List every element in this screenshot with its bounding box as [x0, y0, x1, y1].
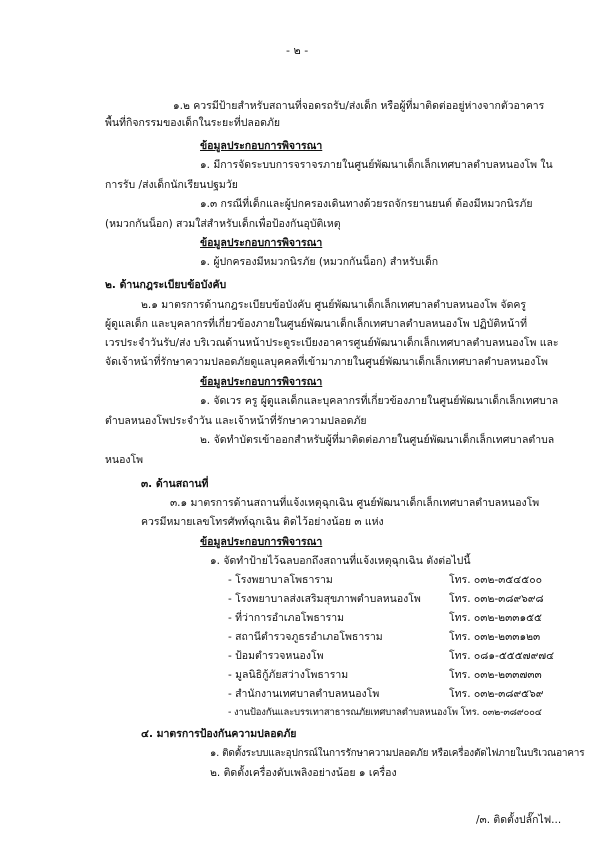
contact-name: - โรงพยาบาลส่งเสริมสุขภาพตำบลหนองโพ [228, 593, 421, 605]
section-3-heading: ๓. ด้านสถานที่ [141, 478, 209, 490]
contact-phone: โทร. ๐๓๒-๒๓๓๑๕๕ [449, 612, 543, 624]
contact-last: - งานป้องกันและบรรเทาสาธารณภัยเทศบาลตำบลหนองโพ โทร. ๐๓๒-๓๘๙๐๐๔ [228, 707, 542, 718]
section-2-item-2-line-2: หนองโพ [105, 454, 144, 466]
section-2-line-3: เวรประจำวันรับ/ส่ง บริเวณด้านหน้าประตูระเบียงอาคารศูนย์พัฒนาเด็กเล็กเทศบาลตำบลหนองโพ และ [105, 337, 559, 349]
section-1-2-line-2: พื้นที่กิจกรรมของเด็กในระยะที่ปลอดภัย [105, 117, 281, 129]
contact-name: - มูลนิธิกู้ภัยสว่างโพธาราม [228, 669, 349, 681]
contact-name: - โรงพยาบาลโพธาราม [228, 574, 333, 586]
section-1-2-line-1: ๑.๒ ควรมีป้ายสำหรับสถานที่จอดรถรับ/ส่งเด็ก หรือผู้ที่มาติดต่ออยู่ห่างจากตัวอาคาร [173, 100, 545, 112]
section-1-2-item-1-line-1: ๑. มีการจัดระบบการจราจรภายในศูนย์พัฒนาเด็กเล็กเทศบาลตำบลหนองโพ ใน [200, 159, 553, 171]
consider-heading-1-3: ข้อมูลประกอบการพิจารณา [200, 237, 323, 249]
section-1-3-line-1: ๑.๓ กรณีที่เด็กและผู้ปกครองเดินทางด้วยรถจักรยานยนต์ ต้องมีหมวกนิรภัย [200, 198, 533, 210]
section-2-item-1-line-1: ๑. จัดเวร ครู ผู้ดูแลเด็กและบุคลากรที่เกี่ยวข้องภายในศูนย์พัฒนาเด็กเล็กเทศบาล [200, 395, 559, 407]
section-1-2-item-1-line-2: การรับ /ส่งเด็กนักเรียนปฐมวัย [105, 179, 238, 191]
contact-phone: โทร. ๐๓๒-๓๕๔๕๐๐ [449, 574, 543, 586]
section-4-item-1: ๑. ติดตั้งระบบและอุปกรณ์ในการรักษาความปลอดภัย หรือเครื่องตัดไฟภายในบริเวณอาคาร [210, 748, 585, 759]
page-number: - ๒ - [286, 44, 309, 57]
section-3-line-2: ควรมีหมายเลขโทรศัพท์ฉุกเฉิน ติดไว้อย่างน้อย ๓ แห่ง [141, 516, 384, 528]
contact-phone: โทร. ๐๓๒-๓๘๙๖๙๘ [449, 593, 544, 605]
contact-phone: โทร. ๐๘๑-๕๕๕๗๙๗๔ [449, 650, 555, 662]
section-4-heading: ๔. มาตรการป้องกันความปลอดภัย [141, 728, 297, 740]
contact-phone: โทร. ๐๓๒-๒๓๓๑๒๓ [449, 631, 541, 643]
section-2-line-2: ผู้ดูแลเด็ก และบุคลากรที่เกี่ยวข้องภายในศูนย์พัฒนาเด็กเล็กเทศบาลตำบลหนองโพ ปฏิบัติหน้าที่ [105, 318, 528, 330]
section-4-item-2: ๒. ติดตั้งเครื่องดับเพลิงอย่างน้อย ๑ เครื่อง [210, 767, 397, 779]
section-2-item-2-line-1: ๒. จัดทำบัตรเข้าออกสำหรับผู้ที่มาติดต่อภายในศูนย์พัฒนาเด็กเล็กเทศบาลตำบล [200, 434, 555, 446]
consider-heading-3: ข้อมูลประกอบการพิจารณา [200, 536, 323, 548]
section-1-3-line-2: (หมวกกันน็อก) สวมใส่สำหรับเด็กเพื่อป้องกันอุบัติเหตุ [105, 218, 341, 230]
contact-name: - ที่ว่าการอำเภอโพธาราม [228, 612, 345, 624]
consider-heading-1-2: ข้อมูลประกอบการพิจารณา [200, 140, 323, 152]
section-3-line-1: ๓.๑ มาตรการด้านสถานที่แจ้งเหตุฉุกเฉิน ศูนย์พัฒนาเด็กเล็กเทศบาลตำบลหนองโพ [170, 497, 540, 509]
section-1-3-item-1: ๑. ผู้ปกครองมีหมวกนิรภัย (หมวกกันน็อก) สำหรับเด็ก [200, 256, 439, 268]
contact-name: - สำนักงานเทศบาลตำบลหนองโพ [228, 688, 380, 700]
consider-heading-2: ข้อมูลประกอบการพิจารณา [200, 376, 323, 388]
section-3-item-1: ๑. จัดทำป้ายไว้ฉลบอกถึงสถานที่แจ้งเหตุฉุกเฉิน ดังต่อไปนี้ [210, 555, 471, 567]
contact-name: - สถานีตำรวจภูธรอำเภอโพธาราม [228, 631, 383, 643]
section-2-line-4: จัดเจ้าหน้าที่รักษาความปลอดภัยดูแลบุคคลที่เข้ามาภายในศูนย์พัฒนาเด็กเล็กเทศบาลตำบลหนองโพ [105, 356, 548, 368]
contact-phone: โทร. ๐๓๒-๓๘๙๕๖๙ [449, 688, 544, 700]
section-2-item-1-line-2: ตำบลหนองโพประจำวัน และเจ้าหน้าที่รักษาความปลอดภัย [105, 415, 367, 427]
contact-phone: โทร. ๐๓๒-๒๓๓๗๓๓ [449, 669, 542, 681]
section-2-heading: ๒. ด้านกฎระเบียบข้อบังคับ [105, 279, 227, 291]
continuation-note: /๓. ติดตั้งปลั๊กไฟ... [476, 814, 562, 826]
contact-name: - ป้อมตำรวจหนองโพ [228, 650, 324, 662]
section-2-line-1: ๒.๑ มาตรการด้านกฎระเบียบข้อบังคับ ศูนย์พัฒนาเด็กเล็กเทศบาลตำบลหนองโพ จัดครู [141, 299, 527, 311]
